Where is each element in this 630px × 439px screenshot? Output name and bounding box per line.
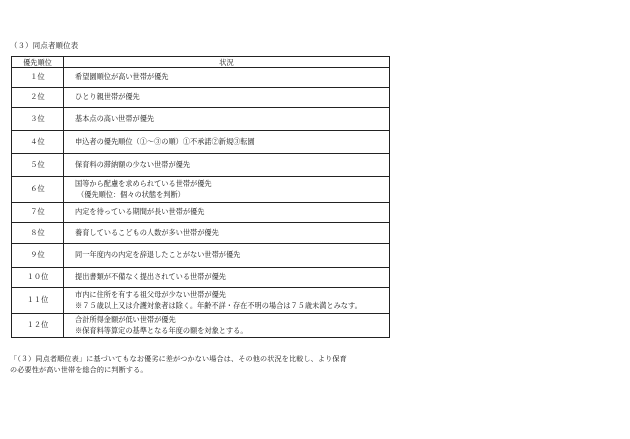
condition-text: （優先順位：個々の状態を判断） [77, 189, 185, 199]
priority-rank: １位 [12, 68, 64, 88]
priority-rank: ２位 [12, 88, 64, 108]
table-row [12, 288, 390, 314]
priority-rank: ７位 [12, 203, 64, 223]
condition-text: ひとり親世帯が優先 [75, 92, 140, 102]
condition-cell [64, 108, 390, 131]
condition-cell [64, 288, 390, 314]
priority-rank: １２位 [12, 314, 64, 338]
table-row [12, 314, 390, 338]
condition-text: 国等から配慮を求められている世帯が優先 [75, 179, 212, 188]
condition-cell [64, 154, 390, 177]
condition-text: 養育しているこどもの人数が多い世帯が優先 [75, 227, 219, 237]
priority-rank: ３位 [12, 108, 64, 131]
condition-text: 合計所得金額が低い世帯が優先 [75, 315, 176, 324]
priority-rank: １１位 [12, 288, 64, 314]
priority-rank: ４位 [12, 131, 64, 154]
priority-rank: ５位 [12, 154, 64, 177]
condition-text: 申込者の優先順位（①～③の順）①不承諾②新規③転園 [75, 136, 255, 146]
priority-rank: ９位 [12, 244, 64, 268]
condition-text: ※７５歳以上又は介護対象者は除く。年齢不詳・存在不明の場合は７５歳未満とみなす。 [75, 300, 362, 310]
condition-cell [64, 314, 390, 338]
table-row [12, 244, 390, 268]
table-row [12, 223, 390, 244]
condition-cell [64, 203, 390, 223]
note-line-1: 「（３）同点者順位表」に基づいてもなお優劣に差がつかない場合は、その他の状況を比較し、より保育 [10, 354, 347, 363]
tie-breaker-priority-table [11, 56, 390, 338]
condition-cell [64, 88, 390, 108]
closing-note [10, 353, 395, 375]
note-line-2: の必要性が高い世帯を総合的に判断する。 [10, 365, 148, 374]
condition-cell [64, 268, 390, 288]
condition-cell [64, 68, 390, 88]
condition-text: 基本点の高い世帯が優先 [75, 113, 155, 123]
table-row [12, 154, 390, 177]
condition-cell [64, 244, 390, 268]
condition-cell [64, 223, 390, 244]
header-condition: 状況 [64, 57, 390, 68]
table-row [12, 131, 390, 154]
condition-text: ※保育料等算定の基準となる年度の額を対象とする。 [75, 325, 248, 335]
condition-text: 市内に住所を有する祖父母が少ない世帯が優先 [75, 290, 226, 299]
priority-rank: ６位 [12, 177, 64, 203]
condition-text: 内定を待っている期間が長い世帯が優先 [75, 207, 205, 217]
table-row [12, 177, 390, 203]
condition-text: 希望園順位が高い世帯が優先 [75, 72, 169, 82]
priority-rank: １０位 [12, 268, 64, 288]
table-row [12, 68, 390, 88]
condition-text: 提出書類が不備なく提出されている世帯が優先 [75, 272, 226, 282]
condition-text: 保育料の滞納額の少ない世帯が優先 [75, 159, 191, 169]
table-row [12, 88, 390, 108]
priority-rank: ８位 [12, 223, 64, 244]
condition-cell [64, 131, 390, 154]
condition-cell [64, 177, 390, 203]
table-row [12, 203, 390, 223]
table-row [12, 108, 390, 131]
table-header-row [12, 57, 390, 68]
section-title: （３）同点者順位表 [10, 41, 79, 50]
header-priority: 優先順位 [12, 57, 64, 68]
table-row [12, 268, 390, 288]
condition-text: 同一年度内の内定を辞退したことがない世帯が優先 [75, 250, 241, 260]
